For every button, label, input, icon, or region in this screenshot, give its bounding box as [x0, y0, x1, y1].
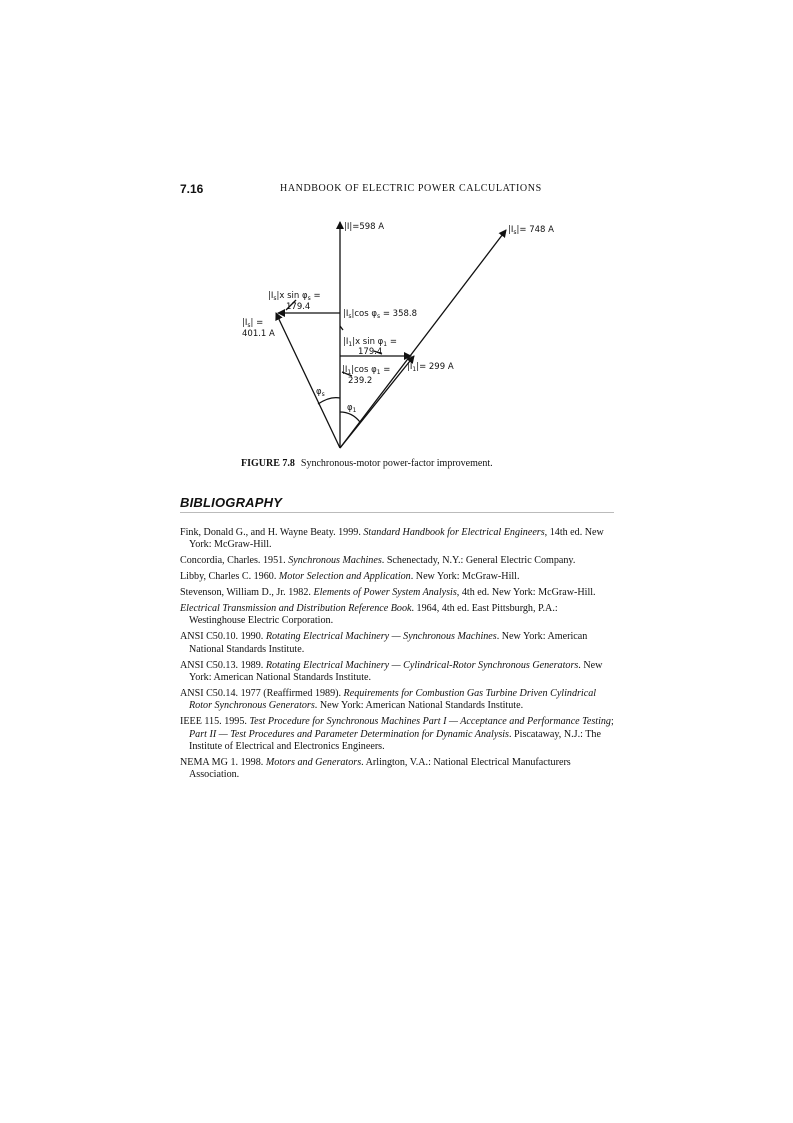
- figure-caption: [241, 458, 493, 469]
- label-i1-cos-value: 239.2: [348, 376, 373, 386]
- label-phi-1: $\varphi_1$: [347, 403, 357, 414]
- bibliography-rule: [180, 512, 614, 513]
- bibliography-entry: NEMA MG 1. 1998. Motors and Generators. Arlington, V.A.: National Electrical Manufacturers Association.: [180, 757, 571, 781]
- label-i1-sin: $|I_1|x$ $\sin \varphi_1$ =: [343, 337, 397, 348]
- label-ig-sin-value: 179.4: [286, 302, 311, 312]
- label-it: |I|=598 A: [344, 222, 385, 232]
- label-i1-sin-value: 179.4: [358, 347, 383, 357]
- label-ig-mag: $|I_s|$ =: [242, 318, 264, 329]
- bibliography-list: [180, 527, 614, 785]
- running-head: [180, 182, 615, 198]
- label-i1-cos: $|I_1|\cos$ $\varphi_1$ =: [342, 365, 391, 376]
- label-ix-cos: $|I_s|\cos$ $\varphi_s = 358.8$: [343, 309, 418, 320]
- label-ig-mag-value: 401.1 A: [242, 329, 275, 339]
- label-i1-mag: $|I_1|= 299$ A: [407, 362, 454, 373]
- page-number: 7.16: [180, 182, 204, 196]
- bibliography-entry: Stevenson, William D., Jr. 1982. Elements of Power System Analysis, 4th ed. New York: McGraw-Hill.: [180, 587, 596, 599]
- bibliography-entry: ANSI C50.10. 1990. Rotating Electrical Machinery — Synchronous Machines. New York: American National Standards Institute.: [180, 631, 588, 655]
- label-ig-sin: $|I_s|x$ $\sin \varphi_s$ =: [268, 291, 321, 302]
- bibliography-entry: ANSI C50.14. 1977 (Reaffirmed 1989). Requirements for Combustion Gas Turbine Driven Cylindrical Rotor Synchronous Generators. New York: American National Standards Institute.: [180, 687, 597, 712]
- bibliography-heading: BIBLIOGRAPHY: [180, 495, 283, 510]
- arc-phi-1: [340, 412, 360, 422]
- bibliography-entry: IEEE 115. 1995. Test Procedure for Synchronous Machines Part I — Acceptance and Performance Testing; Part II — Test Procedures and Parameter Determination for Dynamic Analysis. Piscataway, N.J.: The Institute of Electrical and Electronics Engineers.: [180, 716, 614, 753]
- bibliography-entry: Electrical Transmission and Distribution Reference Book. 1964, 4th ed. East Pittsburgh, P.A.: Westinghouse Electric Corporation.: [180, 603, 558, 627]
- running-head-title: HANDBOOK OF ELECTRIC POWER CALCULATIONS: [280, 183, 542, 194]
- arc-phi-s: [318, 398, 340, 404]
- phasor-diagram-svg: [230, 212, 570, 457]
- vector-ig: [276, 313, 340, 448]
- bibliography-entry: Fink, Donald G., and H. Wayne Beaty. 1999. Standard Handbook for Electrical Engineers, 14th ed. New York: McGraw-Hill.: [180, 527, 604, 551]
- bibliography-entry: ANSI C50.13. 1989. Rotating Electrical Machinery — Cylindrical-Rotor Synchronous Generators. New York: American National Standards Institute.: [180, 659, 603, 684]
- bibliography-entry: Libby, Charles C. 1960. Motor Selection and Application. New York: McGraw-Hill.: [180, 571, 520, 583]
- label-is: $|I_s|= 748$ A: [508, 225, 554, 236]
- bibliography-entry: Concordia, Charles. 1951. Synchronous Machines. Schenectady, N.Y.: General Electric Company.: [180, 555, 576, 567]
- figure-caption-id: FIGURE 7.8: [241, 458, 295, 469]
- phasor-diagram: [230, 212, 570, 457]
- figure-caption-text: Synchronous-motor power-factor improvement.: [300, 458, 493, 469]
- label-phi-s: $\varphi_s$: [316, 387, 325, 398]
